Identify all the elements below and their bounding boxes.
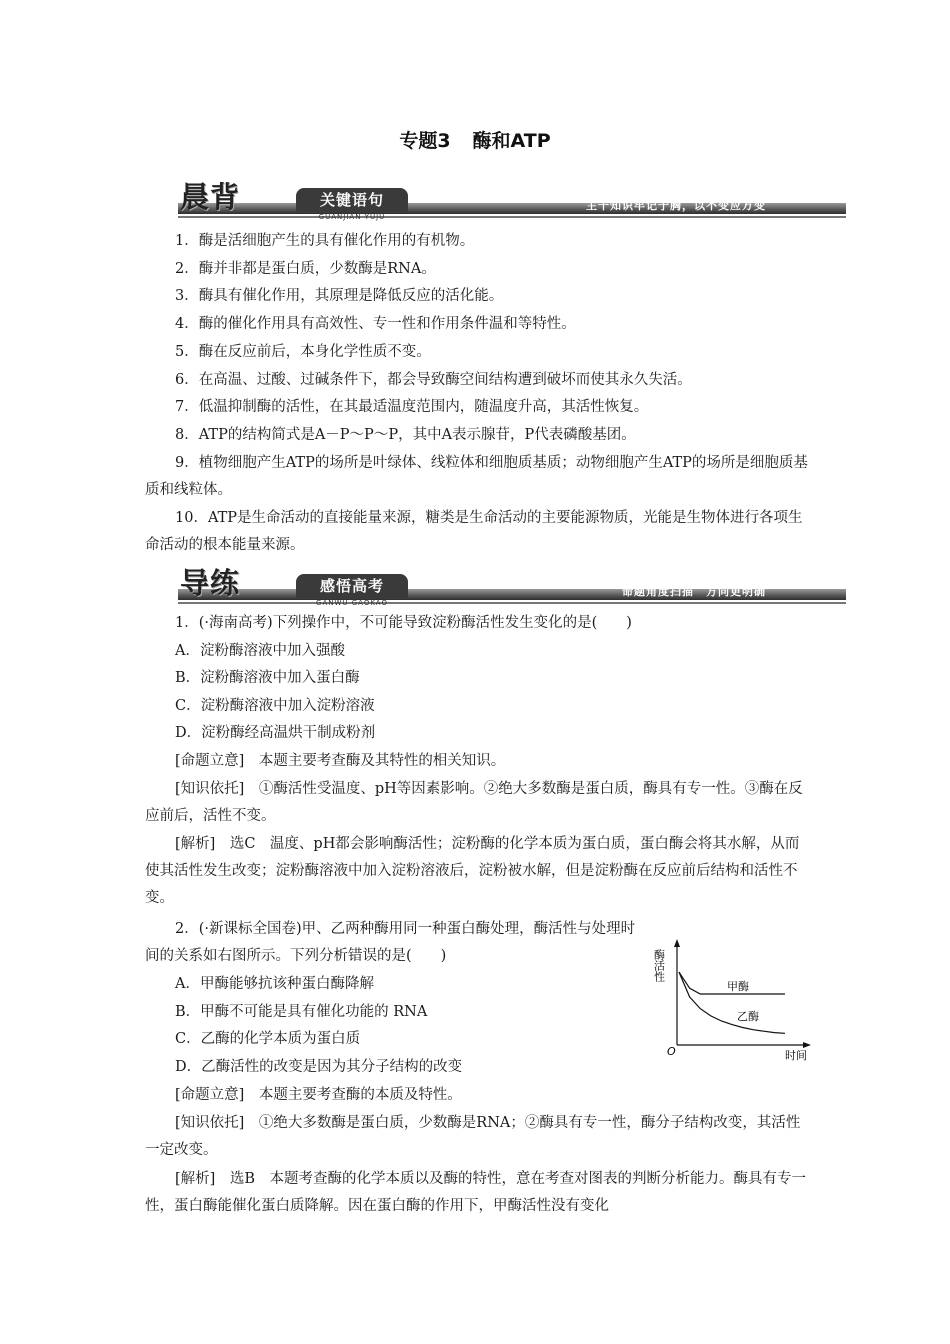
question-2-option-a: A．甲酶能够抗该种蛋白酶降解 — [175, 976, 374, 992]
banner-tag: 关键语句 GUANJIAN YUJU — [296, 188, 408, 212]
question-1-intent: [命题立意] 本题主要考查酶及其特性的相关知识。 — [175, 753, 506, 769]
question-2-stem: 2．(·新课标全国卷)甲、乙两种酶用同一种蛋白酶处理，酶活性与处理时间的关系如右图所示。下列分析错误的是( ) — [145, 921, 636, 964]
key-point: 3．酶具有催化作用，其原理是降低反应的活化能。 — [175, 288, 504, 304]
question-1-analysis: [解析] 选C 温度、pH都会影响酶活性；淀粉酶的化学本质为蛋白质，蛋白酶会将其水解，从而使其活性发生改变；淀粉酶溶液中加入淀粉溶液后，淀粉被水解，但是淀粉酶在反应前后结构和活性不变。 — [145, 836, 800, 906]
banner-slogan: 命题角度扫描 方向更明确 — [622, 585, 766, 598]
question-1-basis: [知识依托] ①酶活性受温度、pH等因素影响。②绝大多数酶是蛋白质，酶具有专一性。③酶在反应前后，活性不变。 — [145, 781, 803, 824]
key-point: 9．植物细胞产生ATP的场所是叶绿体、线粒体和细胞质基质；动物细胞产生ATP的场所是细胞质基质和线粒体。 — [145, 455, 808, 498]
banner-title: 导练 — [180, 566, 241, 600]
x-axis-label: 时间 — [785, 1049, 807, 1062]
key-point: 10．ATP是生命活动的直接能量来源，糖类是生命活动的主要能源物质，光能是生物体进行各项生命活动的根本能量来源。 — [145, 510, 803, 553]
banner-slogan: 主干知识牢记于胸，以不变应万变 — [586, 199, 766, 212]
key-point: 7．低温抑制酶的活性，在其最适温度范围内，随温度升高，其活性恢复。 — [175, 399, 649, 415]
key-point: 4．酶的催化作用具有高效性、专一性和作用条件温和等特性。 — [175, 316, 576, 332]
key-point: 6．在高温、过酸、过碱条件下，都会导致酶空间结构遭到破坏而使其永久失活。 — [175, 372, 692, 388]
key-point: 2．酶并非都是蛋白质，少数酶是RNA。 — [175, 261, 436, 277]
x-axis-arrow — [803, 1042, 811, 1048]
question-2-basis: [知识依托] ①绝大多数酶是蛋白质，少数酶是RNA；②酶具有专一性，酶分子结构改变，其活性一定改变。 — [145, 1115, 801, 1158]
question-2-option-c: C．乙酶的化学本质为蛋白质 — [175, 1031, 361, 1047]
key-point: 1．酶是活细胞产生的具有催化作用的有机物。 — [175, 233, 475, 249]
question-1-stem: 1．(·海南高考)下列操作中，不可能导致淀粉酶活性发生变化的是( ) — [175, 615, 632, 631]
banner-tag: 感悟高考 GANWU GAOKAO — [296, 574, 408, 598]
question-2-intent: [命题立意] 本题主要考查酶的本质及特性。 — [175, 1087, 462, 1103]
question-1-option-c: C．淀粉酶溶液中加入淀粉溶液 — [175, 698, 375, 714]
y-axis-label: 酶活性 — [652, 949, 666, 982]
question-2-analysis: [解析] 选B 本题考查酶的化学本质以及酶的特性，意在考查对图表的判断分析能力。酶具有专一性，蛋白酶能催化蛋白质降解。因在蛋白酶的作用下，甲酶活性没有变化 — [145, 1171, 806, 1214]
banner-title: 晨背 — [180, 180, 241, 214]
series-label-yi: 乙酶 — [737, 1010, 759, 1023]
key-point: 8．ATP的结构简式是A－P～P～P，其中A表示腺苷，P代表磷酸基团。 — [175, 427, 636, 443]
section-banner-morning — [178, 180, 846, 221]
question-2-option-d: D．乙酶活性的改变是因为其分子结构的改变 — [175, 1059, 463, 1075]
question-1-option-b: B．淀粉酶溶液中加入蛋白酶 — [175, 670, 360, 686]
page-title: 专题3 酶和ATP — [399, 130, 551, 152]
section-banner-practice — [178, 566, 846, 607]
key-point: 5．酶在反应前后，本身化学性质不变。 — [175, 344, 431, 360]
question-1-option-d: D．淀粉酶经高温烘干制成粉剂 — [175, 725, 376, 741]
question-2-option-b: B．甲酶不可能是具有催化功能的 RNA — [175, 1004, 428, 1020]
origin-label: O — [667, 1045, 676, 1058]
series-label-jia: 甲酶 — [727, 980, 749, 993]
y-axis-arrow — [674, 939, 680, 947]
question-1-option-a: A．淀粉酶溶液中加入强酸 — [175, 643, 345, 659]
enzyme-activity-chart — [652, 935, 815, 1065]
